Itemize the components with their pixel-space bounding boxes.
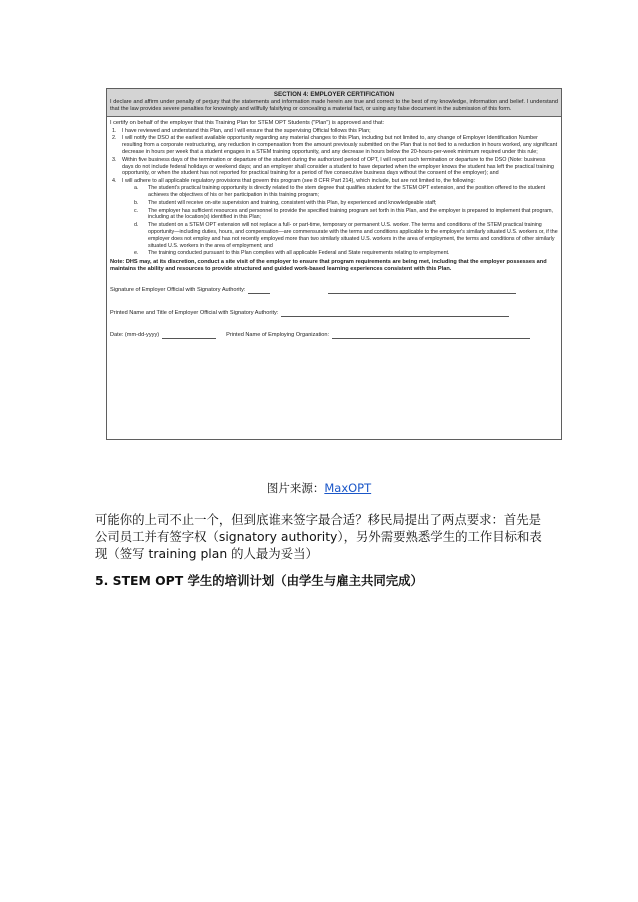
form-section-header — [107, 89, 561, 117]
body-paragraph: 可能你的上司不止一个，但到底谁来签字最合适？移民局提出了两点要求：首先是公司员工并有签字权（signatory authority），另外需要熟悉学生的工作目标和表现（签写 training plan 的人最为妥当） — [95, 512, 542, 562]
date-label: Date: (mm-dd-yyyy) — [110, 332, 160, 339]
signature-row — [110, 287, 558, 294]
certification-subitem — [110, 200, 558, 207]
certification-item — [110, 135, 558, 156]
form-body — [107, 117, 561, 339]
form-declaration: I declare and affirm under penalty of perjury that the statements and information made herein are true and correct to the best of my knowledge, information and belief. I understand that the law provides severe penalties for knowingly and willfully falsifying or concealing a material fact, or using any false document in the submission of this form. — [110, 99, 558, 112]
printed-name-line — [281, 311, 509, 317]
item-text: I will adhere to all applicable regulatory provisions that govern this program (see 8 CFR Part 214), which include, but are not limited to, the following: — [122, 177, 475, 184]
subitem-letter: b. — [134, 199, 139, 206]
item-text: I will notify the DSO at the earliest available opportunity regarding any material changes to this Plan, including but not limited to, any change of Employer Identification Number resulting from a corporate restructuring, any reduction in compensation from the amount previously submitted on the Plan that is not tied to a reduction in hours worked, any significant decrease in hours per week that a student engages in a STEM training opportunity, and any decrease in hours below the 20-hours-per-week minimum required under this rule; — [122, 135, 558, 156]
item-number: 4. — [112, 177, 117, 184]
item-number: 2. — [112, 135, 117, 142]
signature-label: Signature of Employer Official with Signatory Authority: — [110, 287, 246, 294]
certification-subitem — [110, 250, 558, 257]
caption-prefix: 图片来源： — [266, 481, 325, 495]
caption-source-link[interactable]: MaxOPT — [324, 481, 372, 495]
subitem-text: The training conducted pursuant to this Plan complies with all applicable Federal and State requirements relating to employment. — [148, 250, 450, 257]
certification-item — [110, 128, 558, 135]
subitem-letter: d. — [134, 222, 139, 229]
certification-subitem — [110, 185, 558, 199]
certification-subitem — [110, 208, 558, 222]
certification-item — [110, 157, 558, 178]
image-caption — [0, 481, 638, 495]
subitem-letter: a. — [134, 185, 139, 192]
printed-name-row — [110, 310, 558, 317]
certification-subitem — [110, 222, 558, 249]
employer-certification-form — [106, 88, 562, 440]
signature-line-short — [248, 288, 270, 294]
form-section-title: SECTION 4: EMPLOYER CERTIFICATION — [273, 91, 395, 98]
date-line — [162, 333, 216, 339]
item-number: 1. — [112, 128, 117, 134]
org-label: Printed Name of Employing Organization: — [226, 332, 330, 339]
subitem-text: The student's practical training opportunity is directly related to the stem degree that qualifies student for the STEM OPT extension, and the position offered to the student achieves the objectives of his or her participation in this training program; — [148, 185, 546, 199]
subitem-text: The student on a STEM OPT extension will not replace a full- or part-time, temporary or permanent U.S. worker. The terms and conditions of the STEM practical training opportunity—including duties, hours, and compensation—are commensurate with the terms and conditions applicable to the employer's similarly situated U.S. workers or, if the employer does not employ and has not recently employed more than two similarly situated U.S. workers in the area of employment, the terms and conditions of other similarly situated U.S. workers in the area of employment; and — [148, 222, 558, 249]
item-text: Within five business days of the termination or departure of the student during the authorized period of OPT, I will report such termination or departure to the DSO (Note: business days do not include federal holidays or weekend days; and an employer shall consider a student to have departed when the employer knows the student has left the practical training opportunity, or when the student has not reported for practical training for a period of five consecutive business days without the consent of the employer); and — [122, 156, 554, 177]
subitem-text: The employer has sufficient resources and personnel to provide the specified training program set forth in this Plan, and the employer is prepared to implement that program, including at the location(s) identified in this Plan; — [148, 207, 554, 221]
subitem-text: The student will receive on-site supervision and training, consistent with this Plan, by experienced and knowledgeable staff; — [148, 199, 437, 206]
certification-list — [110, 128, 558, 257]
subitem-letter: e. — [134, 250, 139, 257]
item-number: 3. — [112, 156, 117, 163]
dhs-note: Note: DHS may, at its discretion, conduct a site visit of the employer to ensure that program requirements are being met, including that the employer possesses and maintains the ability and resources to provide structured and guided work-based learning experiences consistent with this Plan. — [110, 259, 547, 273]
subitem-letter: c. — [134, 207, 139, 214]
item-text: I have reviewed and understand this Plan, and I will ensure that the supervising Official follows this Plan; — [122, 128, 371, 134]
date-org-row — [110, 332, 558, 339]
org-line — [332, 333, 530, 339]
certification-item — [110, 178, 558, 185]
signature-line — [328, 288, 516, 294]
section-heading: 5. STEM OPT 学生的培训计划（由学生与雇主共同完成） — [95, 573, 423, 588]
printed-name-label: Printed Name and Title of Employer Official with Signatory Authority: — [110, 310, 279, 317]
certify-intro: I certify on behalf of the employer that this Training Plan for STEM OPT Students ("Plan") is approved and that: — [110, 120, 385, 126]
